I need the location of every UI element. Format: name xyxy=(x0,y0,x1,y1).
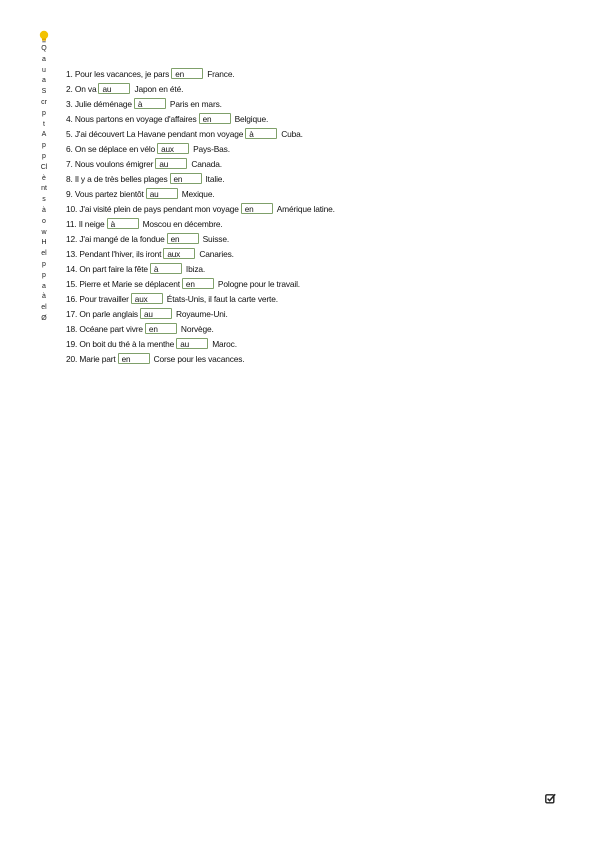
sidebar-char: Cl xyxy=(40,163,48,171)
answer-input[interactable]: au xyxy=(155,158,187,169)
sidebar-char: cr xyxy=(41,98,47,106)
exercise-row xyxy=(66,111,546,126)
sentence-start: 19. On boit du thé à la menthe xyxy=(66,338,175,349)
sentence-start: 8. Il y a de très belles plages xyxy=(66,173,168,184)
answer-input[interactable]: au xyxy=(140,308,172,319)
exercise-row xyxy=(66,246,546,261)
answer-input[interactable]: à xyxy=(107,218,139,229)
sentence-end: Mexique. xyxy=(181,188,215,199)
sentence-end: Italie. xyxy=(205,173,225,184)
exercise-row xyxy=(66,126,546,141)
sidebar-char: el xyxy=(41,304,47,312)
sidebar-char: nt xyxy=(41,185,47,193)
sentence-start: 12. J'ai mangé de la fondue xyxy=(66,233,165,244)
answer-input[interactable]: en xyxy=(167,233,199,244)
sentence-end: France. xyxy=(207,68,235,79)
answer-input[interactable]: à xyxy=(134,98,166,109)
sidebar-char: Q xyxy=(41,45,47,52)
answer-input[interactable]: en xyxy=(118,353,150,364)
answer-input[interactable]: en xyxy=(170,173,202,184)
sentence-start: 5. J'ai découvert La Havane pendant mon voyage xyxy=(66,128,244,139)
answer-input[interactable]: aux xyxy=(131,293,163,304)
sentence-start: 10. J'ai visité plein de pays pendant mon voyage xyxy=(66,203,239,214)
sentence-start: 11. Il neige xyxy=(66,218,105,229)
sidebar-char: u xyxy=(42,66,46,74)
sentence-end: Corse pour les vacances. xyxy=(153,353,245,364)
sentence-end: Amérique latine. xyxy=(276,203,335,214)
sidebar-char: H xyxy=(41,239,47,247)
sentence-start: 1. Pour les vacances, je pars xyxy=(66,68,170,79)
sentence-start: 7. Nous voulons émigrer xyxy=(66,158,154,169)
sentence-end: Moscou en décembre. xyxy=(142,218,223,229)
sentence-start: 20. Marie part xyxy=(66,353,116,364)
lightbulb-icon[interactable] xyxy=(38,30,50,44)
exercise-row xyxy=(66,261,546,276)
answer-input[interactable]: au xyxy=(98,83,130,94)
sidebar-char: à xyxy=(42,206,46,214)
sidebar-char: a xyxy=(42,55,46,63)
sentence-start: 4. Nous partons en voyage d'affaires xyxy=(66,113,197,124)
vertical-label xyxy=(36,44,52,325)
sentence-start: 13. Pendant l'hiver, ils iront xyxy=(66,248,162,259)
exercise-row xyxy=(66,216,546,231)
answer-input[interactable]: en xyxy=(241,203,273,214)
exercise-row xyxy=(66,291,546,306)
sentence-start: 16. Pour travailler xyxy=(66,293,129,304)
checkbox-check-icon[interactable] xyxy=(545,793,556,804)
exercise-row xyxy=(66,231,546,246)
sidebar-char: p xyxy=(42,142,46,150)
exercise-row xyxy=(66,81,546,96)
answer-input[interactable]: en xyxy=(171,68,203,79)
sidebar-char: p xyxy=(42,271,46,279)
sidebar-char: a xyxy=(42,77,46,85)
sentence-start: 9. Vous partez bientôt xyxy=(66,188,144,199)
sentence-start: 17. On parle anglais xyxy=(66,308,138,319)
sentence-end: Royaume-Uni. xyxy=(175,308,228,319)
sidebar-char: o xyxy=(42,217,46,225)
answer-input[interactable]: à xyxy=(150,263,182,274)
exercise-row xyxy=(66,321,546,336)
sidebar-char: t xyxy=(43,120,45,128)
sentence-start: 3. Julie déménage xyxy=(66,98,132,109)
exercise-row xyxy=(66,351,546,366)
sentence-start: 2. On va xyxy=(66,83,97,94)
sidebar-char: a xyxy=(42,282,46,290)
sidebar-char: Ø xyxy=(41,314,47,322)
exercise-row xyxy=(66,306,546,321)
answer-input[interactable]: au xyxy=(176,338,208,349)
sentence-start: 6. On se déplace en vélo xyxy=(66,143,156,154)
answer-input[interactable]: aux xyxy=(163,248,195,259)
sentence-start: 14. On part faire la fête xyxy=(66,263,148,274)
exercise-row xyxy=(66,276,546,291)
exercise-list xyxy=(66,66,546,366)
sentence-end: Canada. xyxy=(191,158,222,169)
sentence-start: 18. Océane part vivre xyxy=(66,323,143,334)
sidebar-char: è xyxy=(42,174,46,182)
answer-input[interactable]: aux xyxy=(157,143,189,154)
sentence-end: Canaries. xyxy=(199,248,234,259)
exercise-row xyxy=(66,66,546,81)
exercise-row xyxy=(66,171,546,186)
answer-input[interactable]: à xyxy=(245,128,277,139)
exercise-row xyxy=(66,156,546,171)
sidebar-char: w xyxy=(41,228,47,236)
exercise-row xyxy=(66,186,546,201)
sidebar-char: S xyxy=(41,88,47,96)
sentence-end: Japon en été. xyxy=(134,83,184,94)
sidebar-char: à xyxy=(42,293,46,301)
sidebar-char: p xyxy=(42,152,46,160)
answer-input[interactable]: en xyxy=(182,278,214,289)
sentence-end: Pologne pour le travail. xyxy=(217,278,300,289)
sentence-end: Suisse. xyxy=(202,233,230,244)
answer-input[interactable]: au xyxy=(146,188,178,199)
exercise-row xyxy=(66,141,546,156)
sentence-end: Pays-Bas. xyxy=(193,143,230,154)
sentence-end: Norvège. xyxy=(180,323,214,334)
sidebar-char: A xyxy=(41,131,47,139)
sentence-end: Cuba. xyxy=(281,128,303,139)
sentence-start: 15. Pierre et Marie se déplacent xyxy=(66,278,180,289)
sidebar-char: p xyxy=(42,260,46,268)
exercise-row xyxy=(66,96,546,111)
sidebar-char: s xyxy=(42,196,46,204)
left-sidebar xyxy=(36,30,52,325)
sentence-end: Maroc. xyxy=(212,338,237,349)
answer-input[interactable]: en xyxy=(145,323,177,334)
sidebar-char: p xyxy=(42,109,46,117)
sentence-end: Belgique. xyxy=(234,113,269,124)
sentence-end: Paris en mars. xyxy=(169,98,222,109)
sidebar-char: el xyxy=(41,250,47,258)
answer-input[interactable]: en xyxy=(199,113,231,124)
sentence-end: Ibiza. xyxy=(185,263,206,274)
exercise-row xyxy=(66,336,546,351)
sentence-end: États-Unis, il faut la carte verte. xyxy=(166,293,278,304)
exercise-row xyxy=(66,201,546,216)
